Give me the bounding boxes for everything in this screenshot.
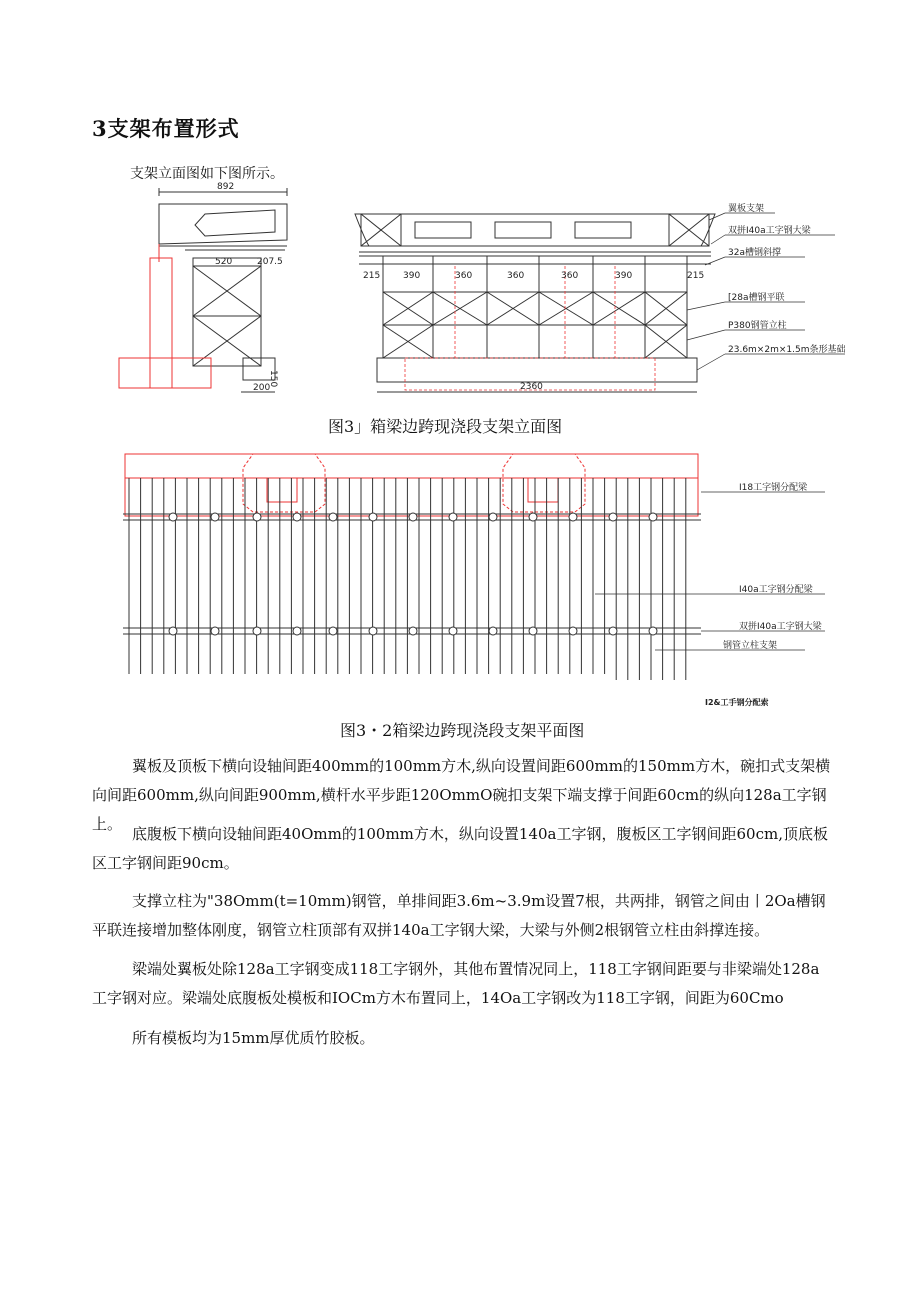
intro-text: 支架立面图如下图所示。 <box>130 166 284 182</box>
figure2-caption: 图3・2箱梁边跨现浇段支架平面图 <box>340 721 585 740</box>
label-double-i40a: 双拼I40a工字钢大梁 <box>728 226 811 236</box>
span-4: 360 <box>507 271 525 281</box>
side-dim-207: 207.5 <box>257 257 283 267</box>
paragraph-1: 翼板及顶板下横向设轴间距400mm的100mm方木,纵向设置间距600mm的150mm方木，碗扣式支架横向间距600mm,纵向间距900mm,横杆水平步距120OmmO碗扣支架下端支撑于间距60cm的纵向128a工字钢上。 <box>92 757 831 833</box>
label-strip-footing: 23.6m×2m×1.5m条形基础 <box>728 345 846 355</box>
plan-label-i40a: I40a工字钢分配梁 <box>739 585 813 595</box>
side-dim-150: 150 <box>268 370 278 388</box>
paragraph-2: 底腹板下横向设轴间距40Omm的100mm方木，纵向设置140a工字钢，腹板区工字钢间距60cm,顶底板区工字钢间距90cm。 <box>92 825 828 872</box>
plan-note: I2&工手钢分配索 <box>705 698 769 707</box>
paragraph-3: 支撑立柱为"38Omm(t=10mm)钢管，单排间距3.6m~3.9m设置7根，共两排，钢管之间由丨2Oa槽钢平联连接增加整体刚度，钢管立柱顶部有双拼140a工字钢大梁，大梁与外侧2根钢管立柱由斜撑连接。 <box>92 892 826 939</box>
label-channel-brace: 32a槽钢斜撑 <box>728 248 781 258</box>
section-heading: 3支架布置形式 <box>92 116 240 141</box>
plan-label-double-i40a: 双拼I40a工字钢大梁 <box>739 622 822 632</box>
label-steel-column: P380钢管立柱 <box>728 321 787 331</box>
plan-label-i18: I18工字钢分配梁 <box>739 483 808 493</box>
paragraph-5: 所有模板均为15mm厚优质竹胶板。 <box>132 1029 375 1047</box>
plan-drawing <box>115 446 825 716</box>
span-1: 215 <box>363 271 381 281</box>
span-7: 215 <box>687 271 705 281</box>
plan-label-column-support: 钢管立柱支架 <box>723 641 778 651</box>
paragraph-4: 梁端处翼板处除128a工字钢变成118工字钢外，其他布置情况同上，118工字钢间距要与非梁端处128a工字钢对应。梁端处底腹板处模板和IOCm方木布置同上，14Oa工字钢改为118工字钢，间距为60Cmo <box>92 960 820 1007</box>
span-5: 360 <box>561 271 579 281</box>
label-wing-support: 翼板支架 <box>728 204 765 214</box>
label-channel-tie: [28a槽钢平联 <box>728 293 785 303</box>
figure1-caption: 图3」箱梁边跨现浇段支架立面图 <box>328 417 563 436</box>
span-2: 390 <box>403 271 421 281</box>
total-dim: 2360 <box>520 382 543 392</box>
side-dim-200: 200 <box>253 383 271 393</box>
elevation-drawing <box>115 180 855 402</box>
span-3: 360 <box>455 271 473 281</box>
side-dim-top: 892 <box>217 182 235 192</box>
span-6: 390 <box>615 271 633 281</box>
side-dim-520: 520 <box>215 257 233 267</box>
